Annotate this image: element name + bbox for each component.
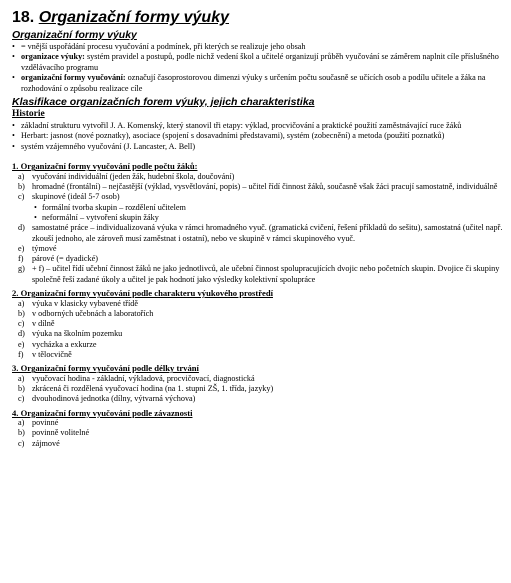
group1-heading: 1. Organizační formy vyučování podle počtu žáků:: [12, 161, 198, 172]
bullet-icon: •: [12, 42, 15, 51]
list-item: c) dvouhodinová jednotka (dílny, výtvarná výchova): [18, 394, 196, 404]
group2-heading: 2. Organizační formy vyučování podle charakteru výukového prostředí: [12, 288, 273, 299]
sub-list-item: • formální tvorba skupin – rozdělení učitelem: [34, 202, 186, 212]
list-item: c) zájmové: [18, 438, 60, 448]
bullet-icon: •: [12, 73, 15, 83]
list-item: d) výuka na školním pozemku: [18, 329, 123, 339]
list-item: c) skupinové (ideál 5-7 osob): [18, 192, 120, 202]
bullet-icon: •: [12, 52, 15, 62]
list-item: d) samostatné práce – individualizovaná výuka v rámci hromadného vyuč. (gramatická cvičení, řešení příkladů do sešitu), samostatná (učitel např. zkouší jednoho, ale zároveň musí zaměstnat i ostatní), nebo ve skupině v rámci skupinového vyuč.: [18, 223, 503, 243]
list-item: b) zkrácená či rozdělená vyučovací hodina (na 1. stupni ZŠ, 1. třída, jazyky): [18, 384, 274, 394]
title-number: 18.: [12, 9, 35, 26]
page-title: [12, 8, 504, 27]
list-item: • organizace výuky: systém pravidel a postupů, podle nichž vedení škol a učitelé organizují průběh vyučování se záměrem naplnit cíle příslušného vzdělávacího programu: [12, 52, 499, 72]
list-item: c) v dílně: [18, 319, 55, 329]
bullet-icon: •: [12, 141, 15, 151]
list-item: b) hromadné (frontální) – nejčastější (výklad, vysvětlování, popis) – učitel řídí činnost žáků, současně však žáci pracují samostatně, individuálně: [18, 182, 498, 192]
list-item: e) vycházka a exkurze: [18, 339, 97, 349]
list-item: a) vyučování individuální (jeden žák, hudební škola, doučování): [18, 171, 235, 181]
sub-list-item: • neformální – vytvoření skupin žáky: [34, 212, 159, 222]
list-item: g) + f) – učitel řídí učební činnost žáků ne jako jednotlivců, ale učební činnost spolupracujících dvojic nebo početních skupin. Dvojice či skupiny společně řeší zadané úkoly a učitel je pak hodnotí jako výsledky kolektivní spolupráce: [18, 264, 500, 284]
list-item: f) v tělocvičně: [18, 350, 72, 359]
section2-heading: Klasifikace organizačních forem výuky, jejich charakteristika: [12, 96, 315, 109]
history-heading: Historie: [12, 109, 45, 120]
title-text: Organizační formy výuky: [38, 9, 229, 26]
bullet-icon: •: [12, 121, 15, 131]
list-item: a) výuka v klasicky vybavené třídě: [18, 298, 138, 308]
list-item: • systém vzájemného vyučování (J. Lancaster, A. Bell): [12, 141, 196, 151]
section1-heading: Organizační formy výuky: [12, 29, 137, 41]
list-item: e) týmové: [18, 243, 57, 253]
document-page: [12, 8, 504, 449]
list-item: • Herbart: jasnost (nové poznatky), asociace (spojení s dosavadními představami), systém (zobecnění) a metoda (použití poznatků): [12, 131, 445, 141]
list-item: • = vnější uspořádání procesu vyučování a podmínek, při kterých se realizuje jeho obsah: [12, 42, 306, 51]
list-item: b) povinně volitelné: [18, 428, 90, 438]
list-item: • organizační formy vyučování: označují časoprostorovou dimenzi výuky s určením počtu současně se učících osob a podílu učitele a žáka na rozhodování o způsobu realizace cíle: [12, 73, 486, 93]
bullet-icon: •: [12, 131, 15, 141]
list-item: f) párové (= dyadické): [18, 254, 98, 264]
list-item: b) v odborných učebnách a laboratořích: [18, 308, 154, 318]
list-item: a) povinné: [18, 418, 59, 428]
bullet-icon: •: [34, 212, 37, 222]
group3-heading: 3. Organizační formy vyučování podle délky trvání: [12, 363, 199, 374]
group4-heading: 4. Organizační formy vyučování podle závaznosti: [12, 407, 193, 418]
list-item: a) vyučovací hodina - základní, výkladová, procvičovací, diagnostická: [18, 373, 255, 383]
list-item: • základní strukturu vytvořil J. A. Komenský, který stanovil tři etapy: výklad, procvičování a praktické použití zaměstnávající ruce žáků: [12, 121, 462, 131]
bullet-icon: •: [34, 202, 37, 212]
